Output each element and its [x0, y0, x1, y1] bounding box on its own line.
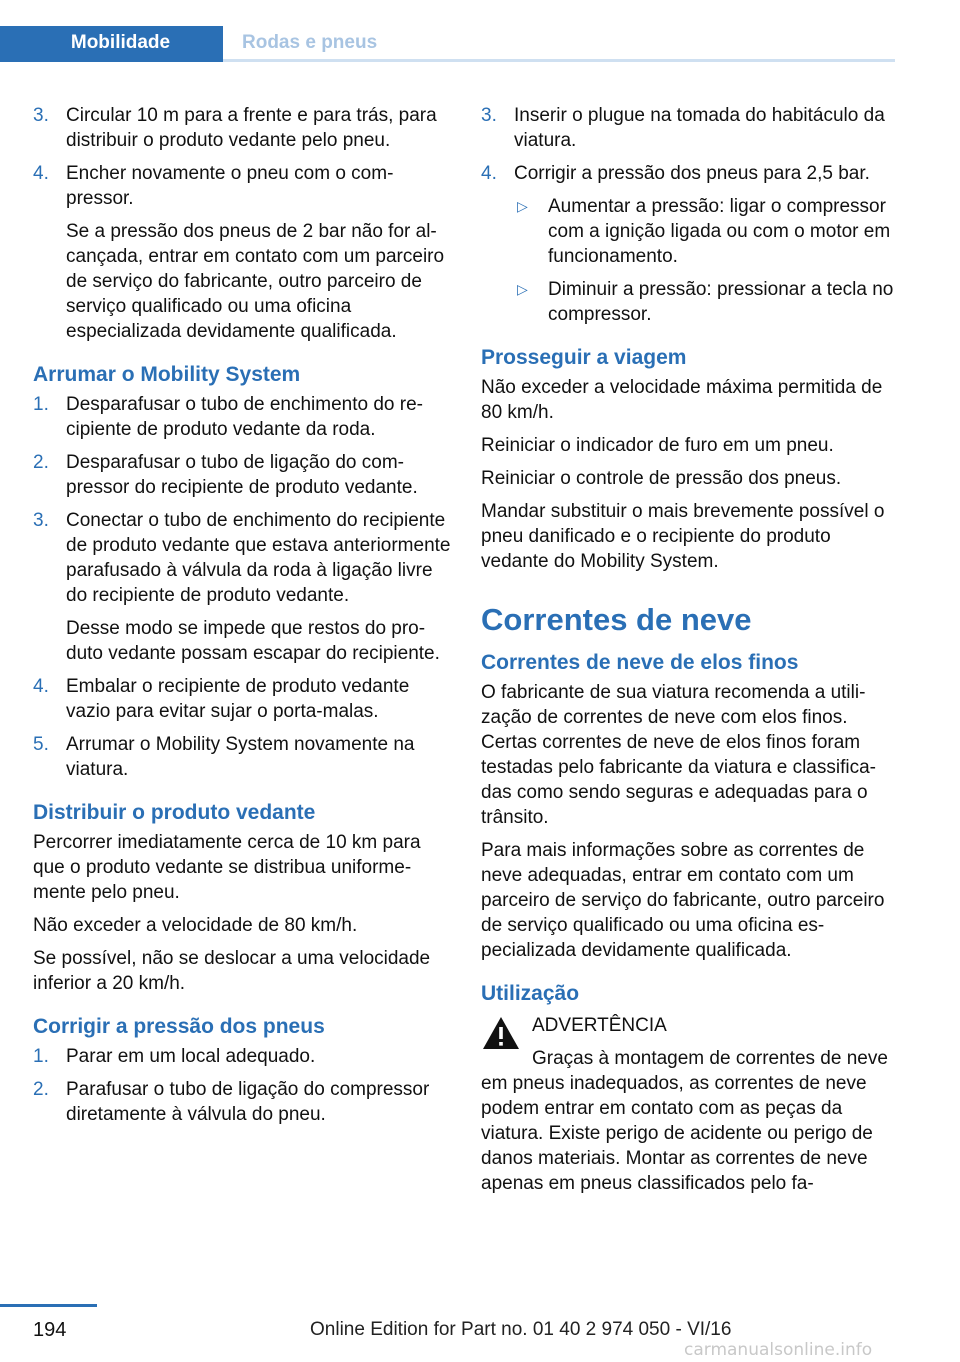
step-text: Parar em um local adequado. — [66, 1046, 316, 1067]
step-number: 4. — [33, 163, 49, 184]
step-number: 3. — [481, 105, 497, 126]
step-number: 5. — [33, 734, 49, 755]
warning-title: ADVERTÊNCIA — [532, 1015, 667, 1036]
step-number: 2. — [33, 452, 49, 473]
bullet-item — [481, 194, 897, 269]
paragraph: Se possível, não se deslocar a uma velocidade inferior a 20 km/h. — [33, 948, 431, 994]
paragraph: Percorrer imediatamente cerca de 10 km para que o produto vedante se distribua uniformemente pelo pneu. — [33, 832, 421, 903]
header-divider-active — [0, 59, 223, 62]
left-column — [33, 103, 451, 1135]
heading-elos-finos: Correntes de neve de elos finos — [481, 651, 799, 674]
heading-arrumar: Arrumar o Mobility System — [33, 363, 301, 386]
step-number: 4. — [33, 676, 49, 697]
step-number: 1. — [33, 1046, 49, 1067]
step-text: Embalar o recipiente de produto vedante vazio para evitar sujar o porta-malas. — [66, 676, 410, 722]
step-number: 2. — [33, 1079, 49, 1100]
section-tab-rodas-e-pneus: Rodas e pneus — [242, 31, 378, 53]
list-item — [33, 103, 451, 153]
list-item — [33, 161, 451, 344]
step-text: Corrigir a pressão dos pneus para 2,5 bar. — [514, 163, 870, 184]
list-item — [33, 674, 451, 724]
step-text: Desparafusar o tubo de ligação do compressor do recipiente de produto vedante. — [66, 452, 418, 498]
right-column — [481, 103, 897, 1196]
watermark: carmanualsonline.info — [684, 1340, 873, 1360]
paragraph: Reiniciar o indicador de furo em um pneu. — [481, 435, 834, 456]
step-note: Se a pressão dos pneus de 2 bar não for alcançada, entrar em contato com um parceiro de serviço do fabricante, outro parceiro de serviço qualificado ou uma oficina especializada devidamente qualificada. — [66, 221, 445, 342]
step-text: Parafusar o tubo de ligação do compressor diretamente à válvula do pneu. — [66, 1079, 430, 1125]
heading-prosseguir: Prosseguir a viagem — [481, 346, 687, 369]
heading-distribuir: Distribuir o produto vedante — [33, 801, 316, 824]
bullet-text: Diminuir a pressão: pressionar a tecla no compressor. — [548, 279, 894, 325]
list-item — [33, 1044, 451, 1069]
triangle-bullet-icon: ▷ — [517, 281, 528, 297]
heading-correntes-de-neve: Correntes de neve — [481, 602, 752, 637]
step-text: Inserir o plugue na tomada do habitáculo da viatura. — [514, 105, 885, 151]
step-text: Arrumar o Mobility System novamente na viatura. — [66, 734, 415, 780]
step-number: 3. — [33, 510, 49, 531]
paragraph: Para mais informações sobre as correntes de neve adequadas, entrar em contato com um parceiro de serviço do fabricante, outro parceiro de serviço qualificado ou uma oficina especializada devidamente qualificada. — [481, 840, 885, 961]
list-item — [481, 103, 897, 153]
list-item — [33, 450, 451, 500]
edition-text: Online Edition for Part no. 01 40 2 974 050 - VI/16 — [310, 1319, 732, 1340]
step-number: 4. — [481, 163, 497, 184]
page-header — [0, 26, 895, 62]
heading-utilizacao: Utilização — [481, 982, 580, 1005]
paragraph: Não exceder a velocidade máxima permitida de 80 km/h. — [481, 377, 883, 423]
page-number: 194 — [33, 1319, 67, 1341]
heading-corrigir: Corrigir a pressão dos pneus — [33, 1015, 325, 1038]
section-tab-mobilidade: Mobilidade — [0, 26, 223, 59]
paragraph: Não exceder a velocidade de 80 km/h. — [33, 915, 358, 936]
paragraph: Reiniciar o controle de pressão dos pneus. — [481, 468, 842, 489]
footer-divider — [0, 1304, 97, 1307]
bullet-item — [481, 277, 897, 327]
step-text: Conectar o tubo de enchimento do recipiente de produto vedante que estava anteriormente parafusado à válvula da roda à ligação livre do recipiente de produto vedante. — [66, 510, 451, 606]
warning-box — [481, 1013, 897, 1196]
step-note: Desse modo se impede que restos do produto vedante possam escapar do recipiente. — [66, 618, 440, 664]
step-text: Circular 10 m para a frente e para trás, para distribuir o produto vedante pelo pneu. — [66, 105, 437, 151]
step-text: Encher novamente o pneu com o compressor. — [66, 163, 394, 209]
paragraph: O fabricante de sua viatura recomenda a utilização de correntes de neve com elos finos. Certas correntes de neve de elos finos foram testadas pelo fabricante da viatura e classificadas como sendo seguras e adequadas para o trânsito. — [481, 682, 876, 828]
list-item — [33, 732, 451, 782]
warning-triangle-icon — [481, 1015, 521, 1051]
list-item — [33, 392, 451, 442]
triangle-bullet-icon: ▷ — [517, 198, 528, 214]
list-item — [33, 508, 451, 666]
bullet-text: Aumentar a pressão: ligar o compressor com a ignição ligada ou com o motor em funcionamento. — [548, 196, 891, 267]
list-item — [33, 1077, 451, 1127]
warning-text: Graças à montagem de correntes de neve em pneus inadequados, as correntes de neve podem entrar em contato com as peças da viatura. Existe perigo de acidente ou perigo de danos materiais. Montar as correntes de neve apenas em pneus classificados pelo fa- — [481, 1048, 888, 1194]
paragraph: Mandar substituir o mais brevemente possível o pneu danificado e o recipiente do produto vedante do Mobility System. — [481, 501, 885, 572]
list-item — [481, 161, 897, 186]
step-text: Desparafusar o tubo de enchimento do recipiente de produto vedante da roda. — [66, 394, 423, 440]
step-number: 1. — [33, 394, 49, 415]
step-number: 3. — [33, 105, 49, 126]
